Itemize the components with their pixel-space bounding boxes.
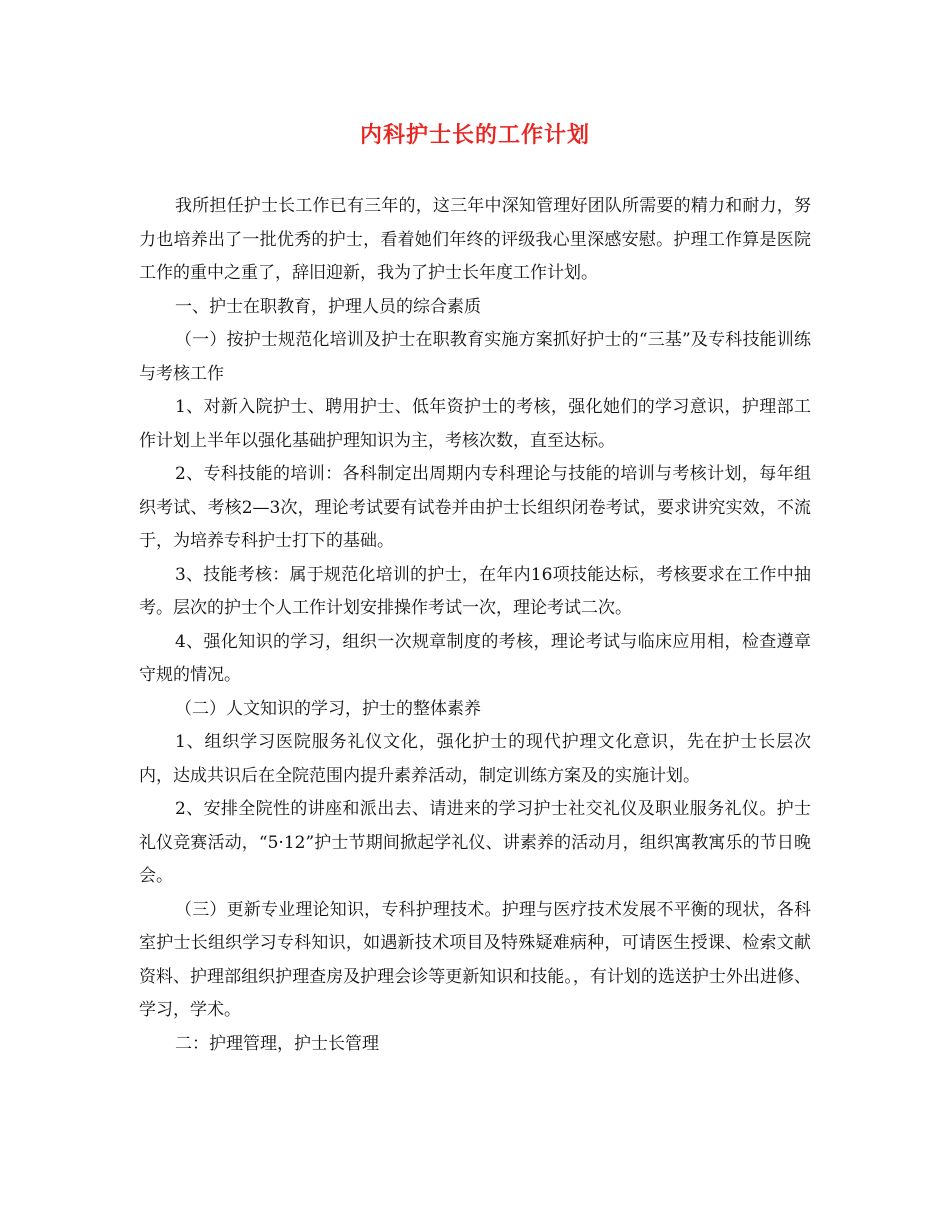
document-body: [139, 190, 811, 1061]
list-item-3: 3、技能考核：属于规范化培训的护士，在年内16项技能达标，考核要求在工作中抽考。层次的护士个人工作计划安排操作考试一次，理论考试二次。: [139, 564, 811, 618]
subsection-heading-1: （一）按护士规范化培训及护士在职教育实施方案抓好护士的“三基”及专科技能训练与考核工作: [139, 330, 811, 384]
list-item-4: 4、强化知识的学习，组织一次规章制度的考核，理论考试与临床应用相，检查遵章守规的情况。: [139, 631, 811, 685]
subsection-paragraph-3: （三）更新专业理论知识，专科护理技术。护理与医疗技术发展不平衡的现状，各科室护士长组织学习专科知识，如遇新技术项目及特殊疑难病种，可请医生授课、检索文献资料、护理部组织护理查房及护理会诊等更新知识和技能。，有计划的选送护士外出进修、学习，学术。: [139, 899, 811, 1020]
list-item-2: 2、专科技能的培训：各科制定出周期内专科理论与技能的培训与考核计划，每年组织考试、考核2—3次，理论考试要有试卷并由护士长组织闭卷考试，要求讲究实效，不流于，为培养专科护士打下的基础。: [139, 464, 811, 551]
subsection-heading-2: （二）人文知识的学习，护士的整体素养: [175, 698, 481, 719]
list-item-1: 1、对新入院护士、聘用护士、低年资护士的考核，强化她们的学习意识，护理部工作计划上半年以强化基础护理知识为主，考核次数，直至达标。: [139, 397, 811, 451]
document-title: 内科护士长的工作计划: [359, 122, 590, 148]
section-heading-2: 二：护理管理，护士长管理: [175, 1033, 379, 1054]
list-item-5: 1、组织学习医院服务礼仪文化，强化护士的现代护理文化意识，先在护士长层次内，达成共识后在全院范围内提升素养活动，制定训练方案及的实施计划。: [139, 732, 811, 786]
section-heading-1: 一、护士在职教育，护理人员的综合素质: [175, 296, 481, 317]
intro-paragraph: 我所担任护士长工作已有三年的，这三年中深知管理好团队所需要的精力和耐力，努力也培养出了一批优秀的护士，看着她们年终的评级我心里深感安慰。护理工作算是医院工作的重中之重了，辞旧迎新，我为了护士长年度工作计划。: [139, 196, 811, 283]
list-item-6: 2、安排全院性的讲座和派出去、请进来的学习护士社交礼仪及职业服务礼仪。护士礼仪竞赛活动，“5·12”护士节期间掀起学礼仪、讲素养的活动月，组织寓教寓乐的节日晚会。: [139, 799, 811, 886]
